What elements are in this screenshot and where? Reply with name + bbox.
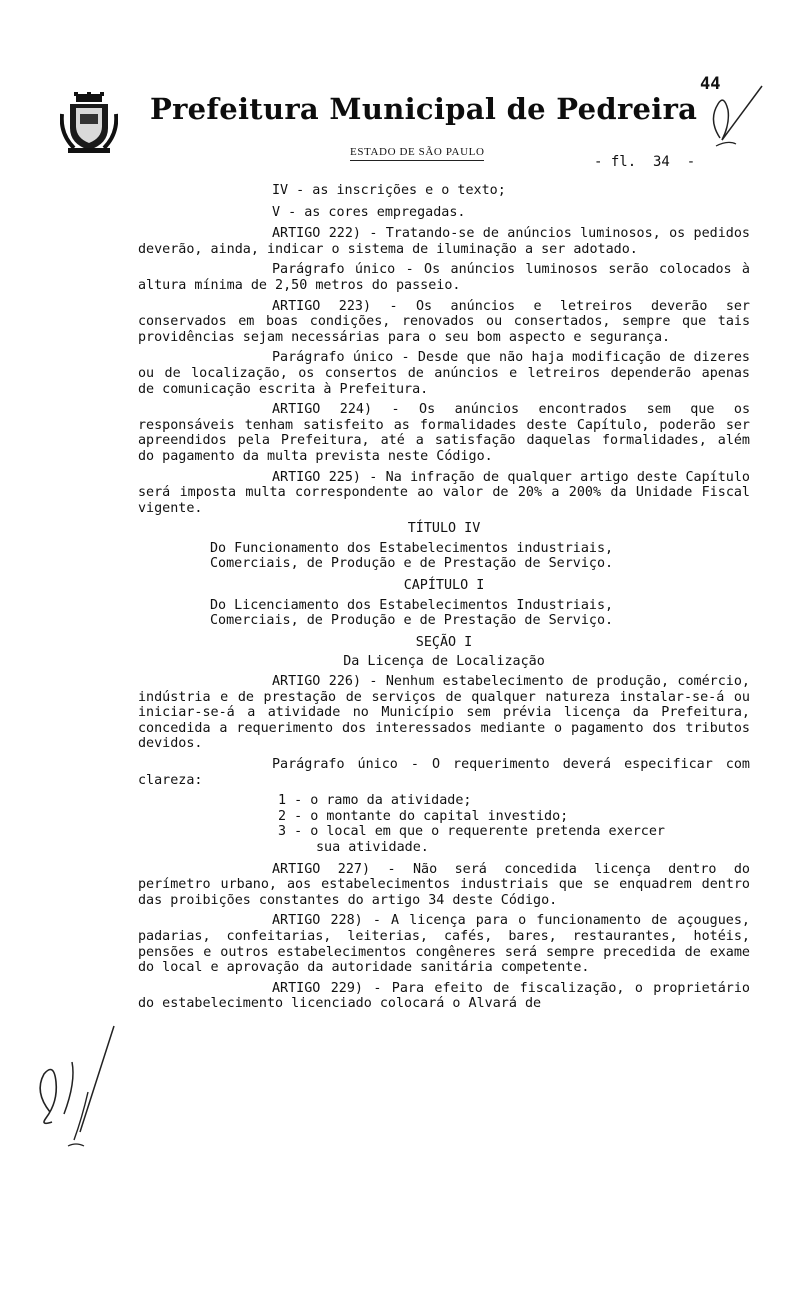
list-item: 2 - o montante do capital investido; [278, 808, 569, 824]
item-iv: IV - as inscrições e o texto; [272, 183, 506, 198]
document-body [138, 183, 750, 1017]
article-222: ARTIGO 222) - Tratando-se de anúncios luminosos, os pedidos deverão, ainda, indicar o sistema de iluminação a ser adotado. [138, 226, 750, 257]
list-item-continuation: sua atividade. [316, 839, 429, 855]
page-number: 44 [700, 74, 721, 94]
article-223: ARTIGO 223) - Os anúncios e letreiros deverão ser conservados em boas condições, renovados ou consertados, sempre que tais providências sejam necessárias para o seu bom aspecto e segurança. [138, 298, 750, 345]
article-227: ARTIGO 227) - Não será concedida licença dentro do perímetro urbano, aos estabelecimentos industriais que se enquadrem dentro das proibições constantes do artigo 34 deste Código. [138, 861, 750, 908]
title-description: Do Funcionamento dos Estabelecimentos industriais, Comerciais, de Produção e de Prestação de Serviço. [210, 540, 614, 572]
list-item: 1 - o ramo da atividade; [278, 793, 472, 809]
article-222-sole-paragraph: Parágrafo único - Os anúncios luminosos serão colocados à altura mínima de 2,50 metros do passeio. [138, 262, 750, 293]
article-226-sole-paragraph: Parágrafo único - O requerimento deverá especificar com clareza: [138, 757, 750, 788]
handwritten-rubric-icon [702, 80, 772, 150]
section-description: Da Licença de Localização [343, 654, 545, 670]
folio-number: - fl. 34 - [594, 154, 696, 170]
list-item: 3 - o local em que o requerente pretenda exercer [278, 824, 665, 840]
article-226: ARTIGO 226) - Nenhum estabelecimento de produção, comércio, indústria e de prestação de serviços de qualquer natureza instalar-se-á ou iniciar-se-á a atividade no Município sem prévia licença da Prefeitura, concedida a requerimento dos interessados mediante o pagamento dos tributos devidos. [138, 674, 750, 752]
chapter-description: Do Licenciamento dos Estabelecimentos Industriais, Comerciais, de Produção e de Prestação de Serviço. [210, 597, 614, 629]
section-heading: SEÇÃO I [415, 634, 473, 650]
article-223-sole-paragraph: Parágrafo único - Desde que não haja modificação de dizeres ou de localização, os consertos de anúncios e letreiros dependerão apenas de comunicação escrita à Prefeitura. [138, 350, 750, 397]
state-name: ESTADO DE SÃO PAULO [350, 146, 484, 161]
article-224: ARTIGO 224) - Os anúncios encontrados sem que os responsáveis tenham satisfeito as formalidades deste Capítulo, poderão ser apreendidos pela Prefeitura, até a satisfação daquelas formalidades, além do pagamento da multa prevista neste Código. [138, 402, 750, 464]
organization-name: Prefeitura Municipal de Pedreira [150, 92, 698, 126]
municipal-coat-of-arms-icon [60, 92, 118, 154]
item-v: V - as cores empregadas. [272, 204, 466, 220]
handwritten-signature-icon [30, 1022, 120, 1150]
article-228: ARTIGO 228) - A licença para o funcionamento de açougues, padarias, confeitarias, leiterias, cafés, bares, restaurantes, hotéis, pensões e outros estabelecimentos congêneres será sempre precedida de exame do local e aprovação da autoridade sanitária competente. [138, 913, 750, 976]
article-225: ARTIGO 225) - Na infração de qualquer artigo deste Capítulo será imposta multa correspondente ao valor de 20% a 200% da Unidade Fiscal vigente. [138, 469, 750, 516]
chapter-heading: CAPÍTULO I [403, 578, 485, 594]
article-229: ARTIGO 229) - Para efeito de fiscalização, o proprietário do estabelecimento licenciado colocará o Alvará de [138, 980, 750, 1012]
requirement-list [138, 793, 750, 855]
title-heading: TÍTULO IV [407, 521, 481, 537]
